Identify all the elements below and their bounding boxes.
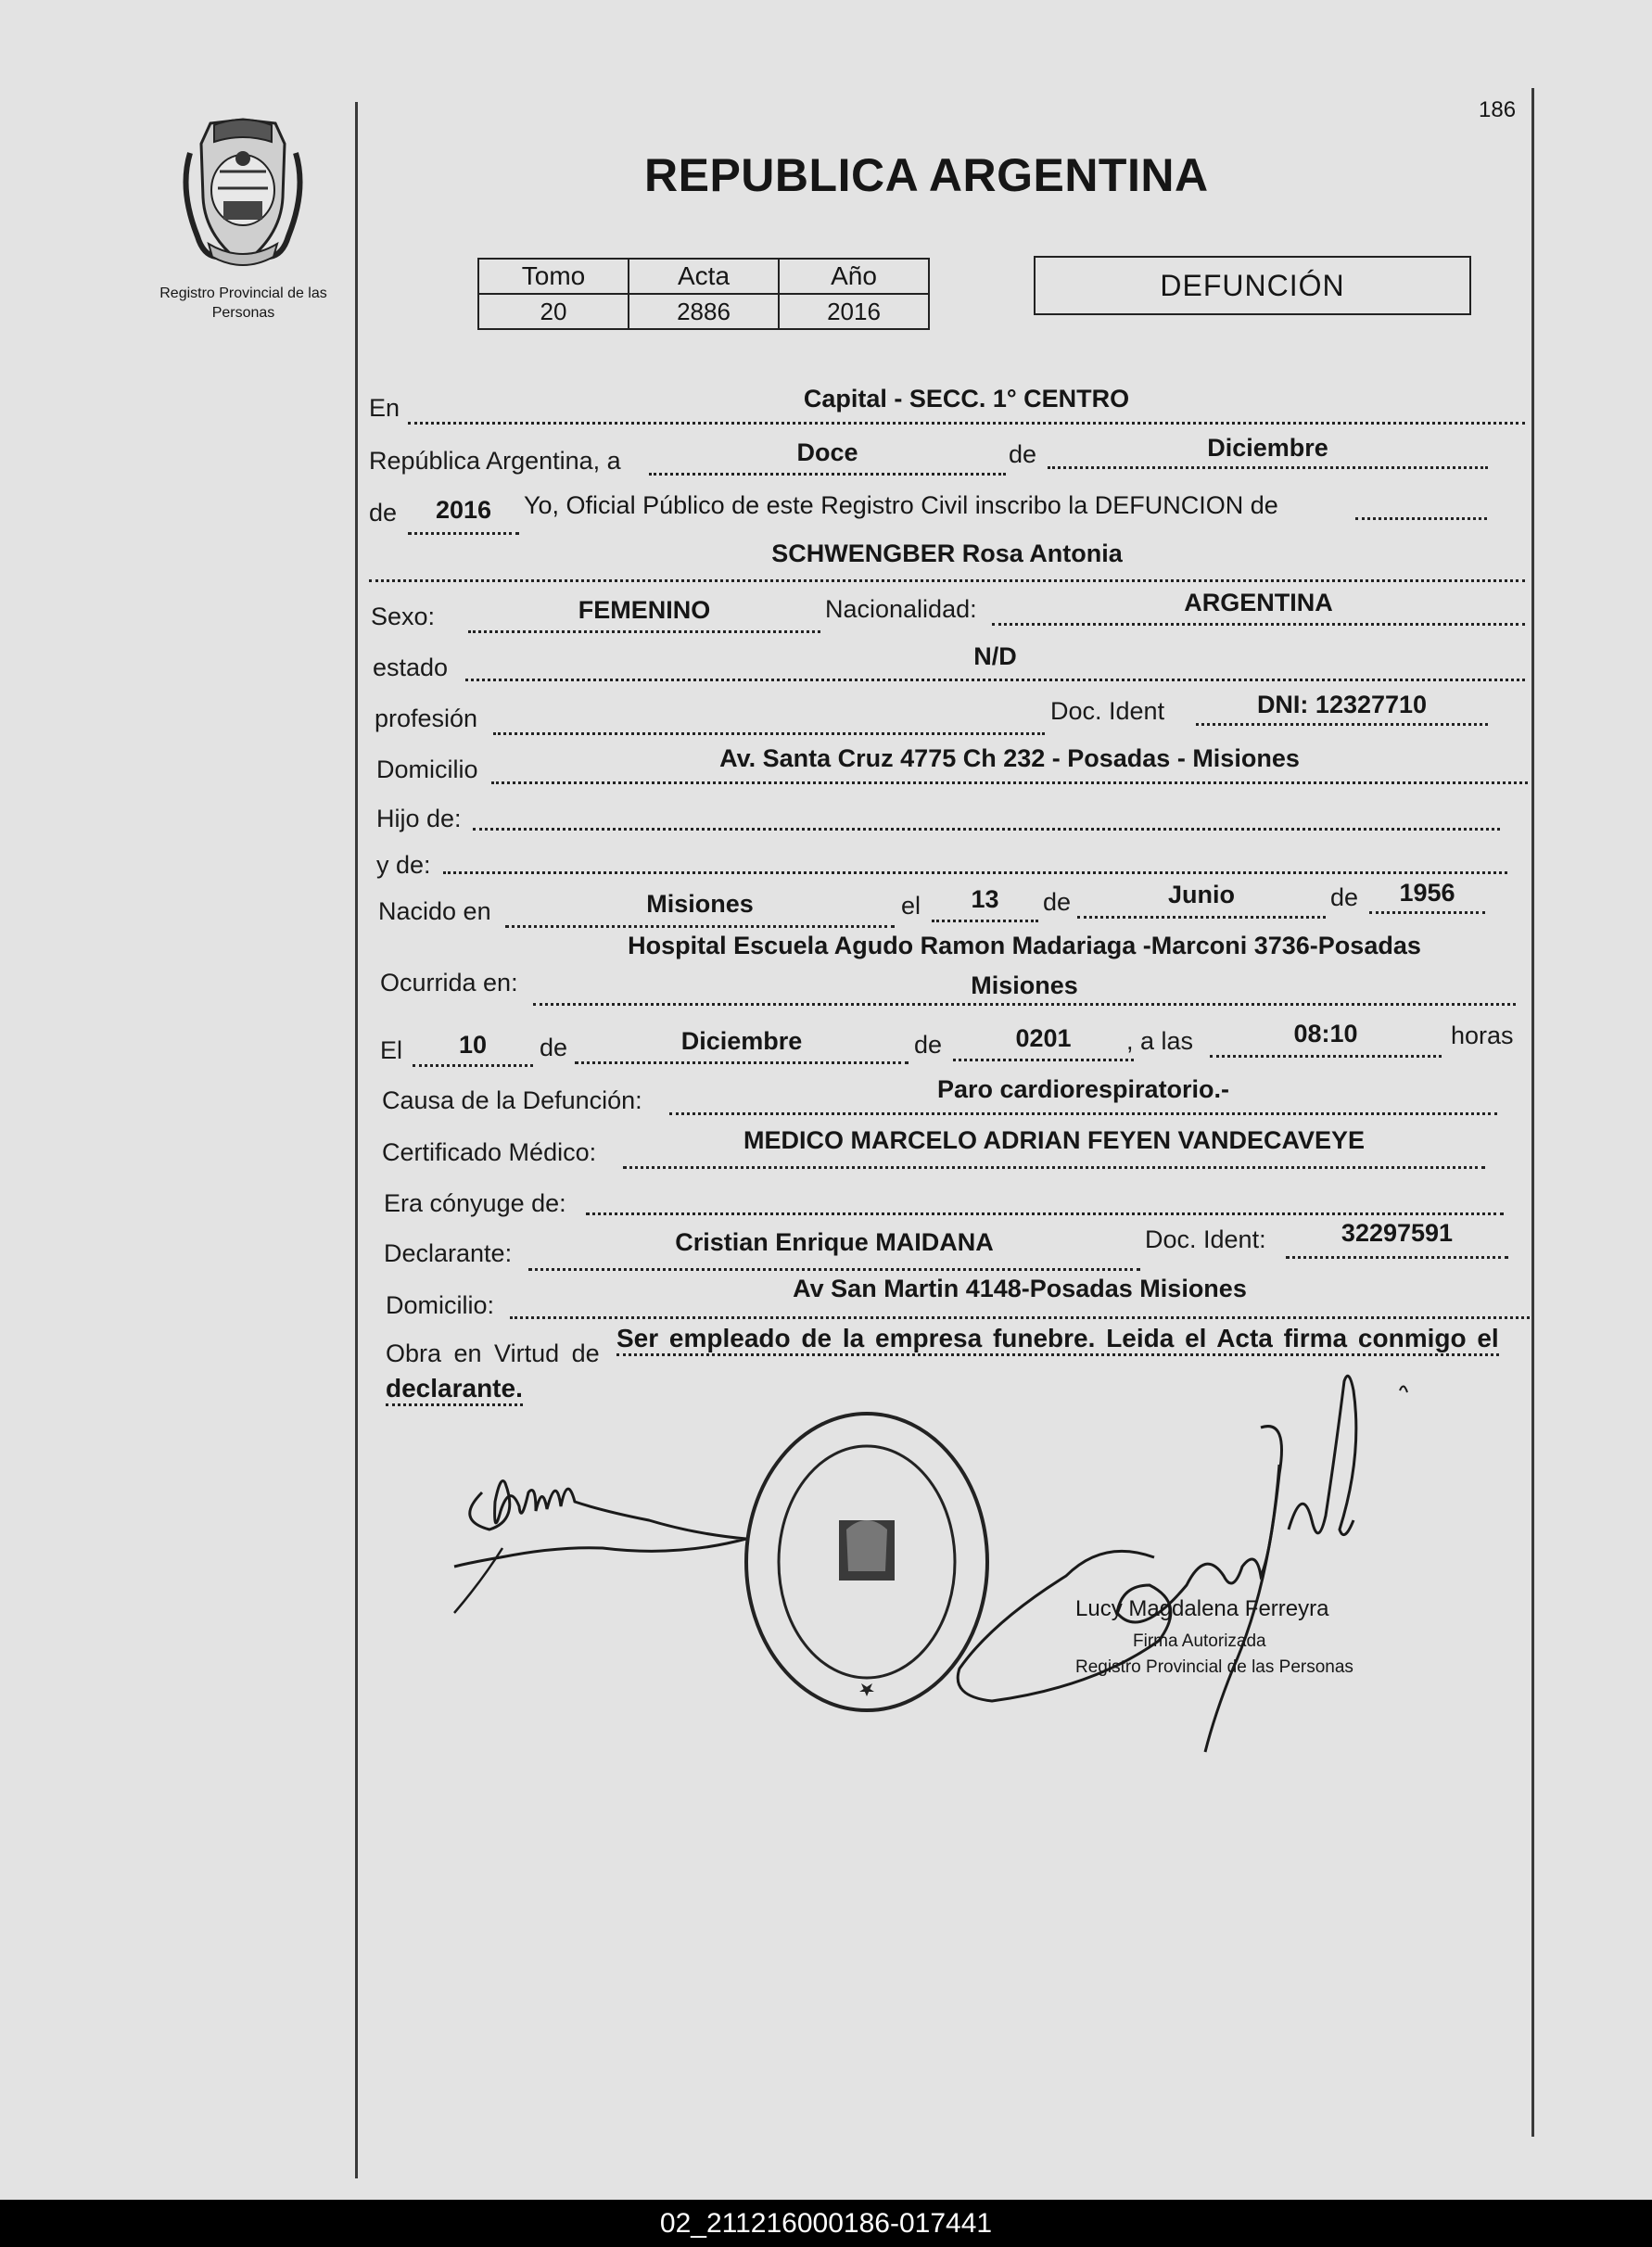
declarante-dotted-line — [528, 1268, 1140, 1271]
birth-day-dotted-line — [932, 920, 1038, 922]
signatory-role: Firma Autorizada — [1133, 1631, 1266, 1651]
nacido-dotted-line — [505, 925, 895, 928]
ocurrida-dotted-line — [533, 1003, 1516, 1006]
causa-dotted-line — [669, 1112, 1497, 1115]
causa-label: Causa de la Defunción: — [382, 1086, 642, 1114]
ocurrida-line1: Hospital Escuela Agudo Ramon Madariaga -Marconi 3736-Posadas — [628, 932, 1421, 959]
el-label: el — [901, 892, 921, 920]
death-day-dotted-line — [413, 1064, 533, 1067]
death-time: 08:10 — [1293, 1020, 1358, 1047]
certificado-dotted-line — [623, 1166, 1485, 1169]
signatory-organization: Registro Provincial de las Personas — [1075, 1657, 1353, 1677]
nacionalidad-label: Nacionalidad: — [825, 595, 977, 623]
declarante-label: Declarante: — [384, 1239, 513, 1267]
year-value: 2016 — [435, 496, 492, 524]
hijo-label: Hijo de: — [376, 805, 462, 832]
domicilio2-dotted-line — [510, 1316, 1530, 1319]
estado-label: estado — [373, 654, 449, 681]
causa-value: Paro cardiorespiratorio.- — [936, 1075, 1230, 1103]
nacionalidad-value: ARGENTINA — [1184, 589, 1333, 616]
document-type-box: DEFUNCIÓN — [1034, 256, 1471, 315]
page-title: REPUBLICA ARGENTINA — [644, 149, 1209, 201]
day-dotted-line — [649, 473, 1006, 476]
birth-year: 1956 — [1399, 879, 1455, 907]
logo-caption: Registro Provincial de las Personas — [159, 286, 327, 321]
registry-table — [477, 258, 930, 330]
doc-ident-value: DNI: 12327710 — [1256, 691, 1428, 718]
death-year-dotted-line — [953, 1059, 1134, 1061]
el2-label: El — [380, 1036, 403, 1064]
birth-month: Junio — [1168, 881, 1235, 908]
province-coat-of-arms-logo — [172, 116, 315, 269]
month-value: Diciembre — [1207, 434, 1328, 462]
death-time-dotted-line — [1210, 1055, 1442, 1058]
declarante-doc-label: Doc. Ident: — [1145, 1225, 1266, 1253]
hijo-dotted-line — [473, 828, 1500, 831]
death-month: Diciembre — [680, 1027, 803, 1055]
death-de-label: de — [540, 1034, 568, 1061]
death-year-de-label: de — [914, 1031, 943, 1059]
sexo-dotted-line — [468, 630, 820, 633]
month-dotted-line — [1048, 466, 1488, 469]
domicilio-dotted-line — [491, 781, 1528, 784]
declarante-value: Cristian Enrique MAIDANA — [675, 1228, 994, 1256]
sexo-label: Sexo: — [371, 603, 436, 630]
nacido-label: Nacido en — [378, 897, 491, 925]
declarant-signature — [417, 1418, 751, 1622]
estado-dotted-line — [465, 679, 1525, 681]
ocurrida-line2: Misiones — [971, 971, 1078, 999]
en-dotted-line — [408, 422, 1525, 425]
deceased-name: SCHWENGBER Rosa Antonia — [771, 540, 1123, 567]
domicilio-value: Av. Santa Cruz 4775 Ch 232 - Posadas - Misiones — [719, 744, 1300, 772]
yde-label: y de: — [376, 851, 431, 879]
page-number: 186 — [1479, 97, 1517, 122]
horas-label: horas — [1451, 1022, 1514, 1049]
death-month-dotted-line — [575, 1061, 909, 1064]
registry-value-acta: 2886 — [629, 294, 779, 329]
statement-dotted-line — [1355, 517, 1487, 520]
sexo-value: FEMENINO — [578, 596, 711, 624]
alas-label: , a las — [1126, 1027, 1194, 1055]
year-de-label: de — [369, 499, 398, 527]
certificado-value: MEDICO MARCELO ADRIAN FEYEN VANDECAVEYE — [743, 1126, 1366, 1154]
death-year: 0201 — [1015, 1024, 1072, 1052]
republica-label: República Argentina, a — [369, 447, 621, 475]
obra-label: Obra en Virtud de — [386, 1339, 600, 1367]
declarante-doc-dotted-line — [1286, 1256, 1508, 1259]
estado-value: N/D — [973, 642, 1017, 670]
year-dotted-line — [408, 532, 519, 535]
yde-dotted-line — [443, 871, 1507, 874]
death-day: 10 — [458, 1031, 488, 1059]
registry-value-tomo: 20 — [478, 294, 629, 329]
authorized-signature — [955, 1363, 1418, 1761]
signatory-name: Lucy Magdalena Ferreyra — [1075, 1596, 1329, 1621]
statement-text: Yo, Oficial Público de este Registro Civil inscribo la DEFUNCION de — [524, 491, 1278, 519]
declarante-doc-value: 32297591 — [1341, 1219, 1454, 1247]
birth-day: 13 — [971, 885, 999, 913]
certificado-label: Certificado Médico: — [382, 1138, 597, 1166]
profesion-label: profesión — [375, 705, 478, 732]
name-dotted-line — [369, 579, 1525, 582]
ocurrida-label: Ocurrida en: — [380, 969, 518, 997]
birth-de-label: de — [1043, 888, 1072, 916]
conyuge-dotted-line — [586, 1212, 1504, 1215]
right-margin-line — [1531, 88, 1534, 2137]
en-value: Capital - SECC. 1° CENTRO — [803, 385, 1130, 413]
birth-year-dotted-line — [1369, 911, 1485, 914]
registry-header-tomo: Tomo — [478, 259, 629, 294]
nacionalidad-dotted-line — [992, 623, 1525, 626]
de-label: de — [1009, 440, 1037, 468]
doc-ident-label: Doc. Ident — [1050, 697, 1165, 725]
registry-value-anio: 2016 — [779, 294, 929, 329]
domicilio-label: Domicilio — [376, 755, 478, 783]
left-margin-line — [355, 102, 358, 2178]
registry-header-anio: Año — [779, 259, 929, 294]
en-label: En — [369, 394, 400, 422]
birth-month-dotted-line — [1077, 916, 1326, 919]
conyuge-label: Era cónyuge de: — [384, 1189, 566, 1217]
domicilio2-label: Domicilio: — [386, 1291, 495, 1319]
day-value: Doce — [796, 438, 858, 466]
document-id-footer: 02_211216000186-017441 — [0, 2200, 1652, 2247]
domicilio2-value: Av San Martin 4148-Posadas Misiones — [793, 1275, 1247, 1302]
birth-year-de-label: de — [1330, 883, 1359, 911]
registry-header-acta: Acta — [629, 259, 779, 294]
obra-value: Ser empleado de la empresa funebre. Leida el Acta firma conmigo el — [616, 1324, 1499, 1356]
doc-ident-dotted-line — [1196, 723, 1488, 726]
nacido-value: Misiones — [646, 890, 754, 918]
profesion-dotted-line — [493, 732, 1045, 735]
obra-value-continued: declarante. — [386, 1374, 523, 1406]
